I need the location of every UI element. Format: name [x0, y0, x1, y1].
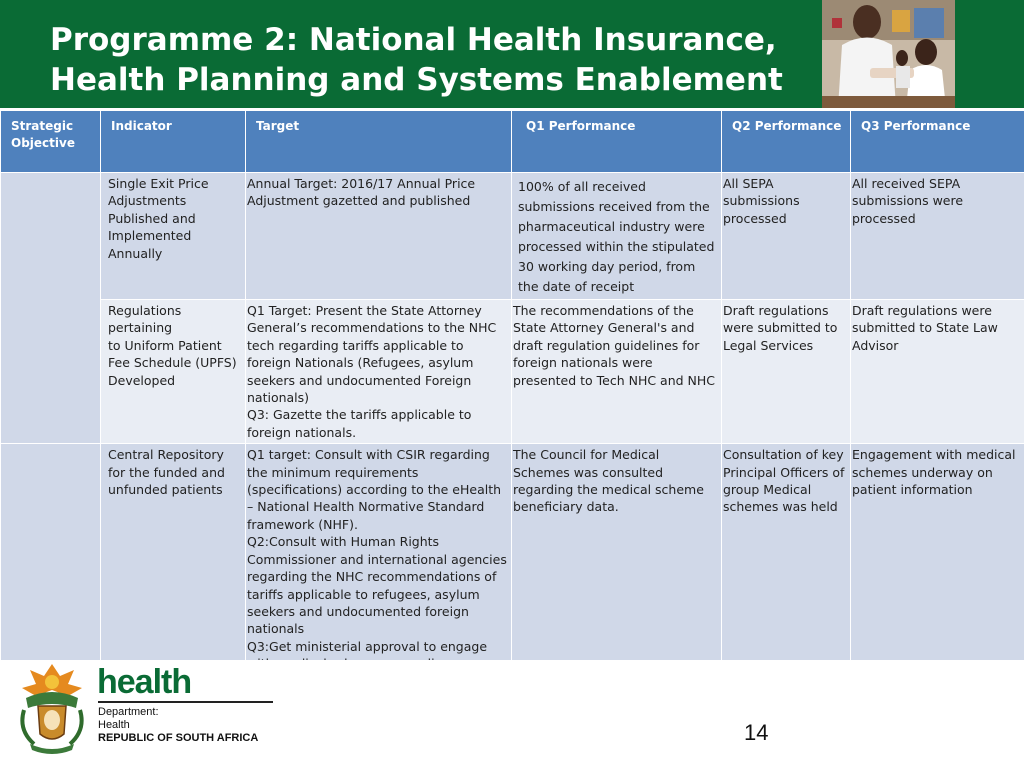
indicator-line: to Uniform Patient: [108, 337, 222, 353]
strategic-objective-cell: [1, 444, 101, 693]
indicator-line: pertaining: [108, 320, 173, 336]
department-line-2: Health: [98, 719, 130, 731]
slide-footer: [0, 660, 1024, 768]
header-photo: [822, 0, 955, 108]
q3-performance-cell: All received SEPA submissions were processed: [851, 173, 1024, 300]
column-header-indicator: Indicator: [101, 111, 246, 173]
target-cell: [246, 300, 512, 444]
slide-title: [50, 20, 820, 100]
table-row: [1, 173, 1024, 300]
indicator-line: Fee Schedule (UPFS): [108, 355, 237, 371]
coat-of-arms-icon: [16, 660, 88, 756]
department-line-3: REPUBLIC OF SOUTH AFRICA: [98, 732, 259, 744]
q2-performance-cell: All SEPA submissions processed: [722, 173, 851, 300]
column-header-q1-performance: Q1 Performance: [512, 111, 722, 173]
indicator-cell: [101, 300, 246, 444]
q2-performance-cell: Draft regulations were submitted to Legal Services: [722, 300, 851, 444]
table-header-row: [1, 111, 1024, 173]
target-paragraph: Q2:Consult with Human Rights Commissioner and international agencies regarding the NHC recommendations of tariffs applicable to refugees, asylum seekers and undocumented foreign nationals: [247, 534, 507, 637]
slide-title-line-2: Health Planning and Systems Enablement: [50, 62, 783, 98]
q1-performance-cell: The Council for Medical Schemes was consulted regarding the medical scheme beneficiary data.: [512, 444, 722, 693]
q1-performance-cell: 100% of all received submissions received from the pharmaceutical industry were processed within the stipulated 30 working day period, from the date of receipt: [512, 173, 722, 300]
health-logo-text: health: [97, 663, 192, 701]
table-row: [1, 444, 1024, 693]
strategic-objective-cell: [1, 173, 101, 444]
target-cell: Annual Target: 2016/17 Annual Price Adjustment gazetted and published: [246, 173, 512, 300]
column-header-strategic-objective: Strategic Objective: [1, 111, 101, 173]
q2-performance-cell: Consultation of key Principal Officers of group Medical schemes was held: [722, 444, 851, 693]
page-number: 14: [744, 720, 769, 745]
table-row: [1, 300, 1024, 444]
q1-performance-cell: The recommendations of the State Attorney General's and draft regulation guidelines for foreign nationals were presented to Tech NHC and NHC: [512, 300, 722, 444]
column-header-target: Target: [246, 111, 512, 173]
target-paragraph: Q3: Gazette the tariffs applicable to foreign nationals.: [247, 407, 472, 440]
performance-table: [0, 110, 1024, 693]
indicator-line: Regulations: [108, 303, 182, 318]
indicator-cell: Single Exit Price Adjustments Published and Implemented Annually: [101, 173, 246, 300]
department-label: [98, 706, 258, 745]
slide-title-line-1: Programme 2: National Health Insurance,: [50, 22, 777, 58]
q3-performance-cell: Engagement with medical schemes underway on patient information: [851, 444, 1024, 693]
logo-divider: [98, 701, 273, 703]
indicator-cell: Central Repository for the funded and unfunded patients: [101, 444, 246, 693]
slide-header: [0, 0, 1024, 108]
q3-performance-cell: Draft regulations were submitted to State Law Advisor: [851, 300, 1024, 444]
target-paragraph: Q3:Get ministerial approval to engage: [247, 638, 488, 654]
column-header-q2-performance: Q2 Performance: [722, 111, 851, 173]
target-paragraph: Q1 Target: Present the State Attorney General’s recommendations to the NHC tech regarding tariffs applicable to foreign Nationals (Refugees, asylum seekers and undocumented Foreign nationals): [247, 303, 497, 406]
department-line-1: Department:: [98, 706, 159, 718]
column-header-q3-performance: Q3 Performance: [851, 111, 1024, 173]
target-paragraph: Q1 target: Consult with CSIR regarding the minimum requirements (specifications) according to the eHealth – National Health Normative Standard framework (NHF).: [247, 447, 502, 532]
target-cell: [246, 444, 512, 693]
indicator-line: Developed: [108, 372, 176, 388]
